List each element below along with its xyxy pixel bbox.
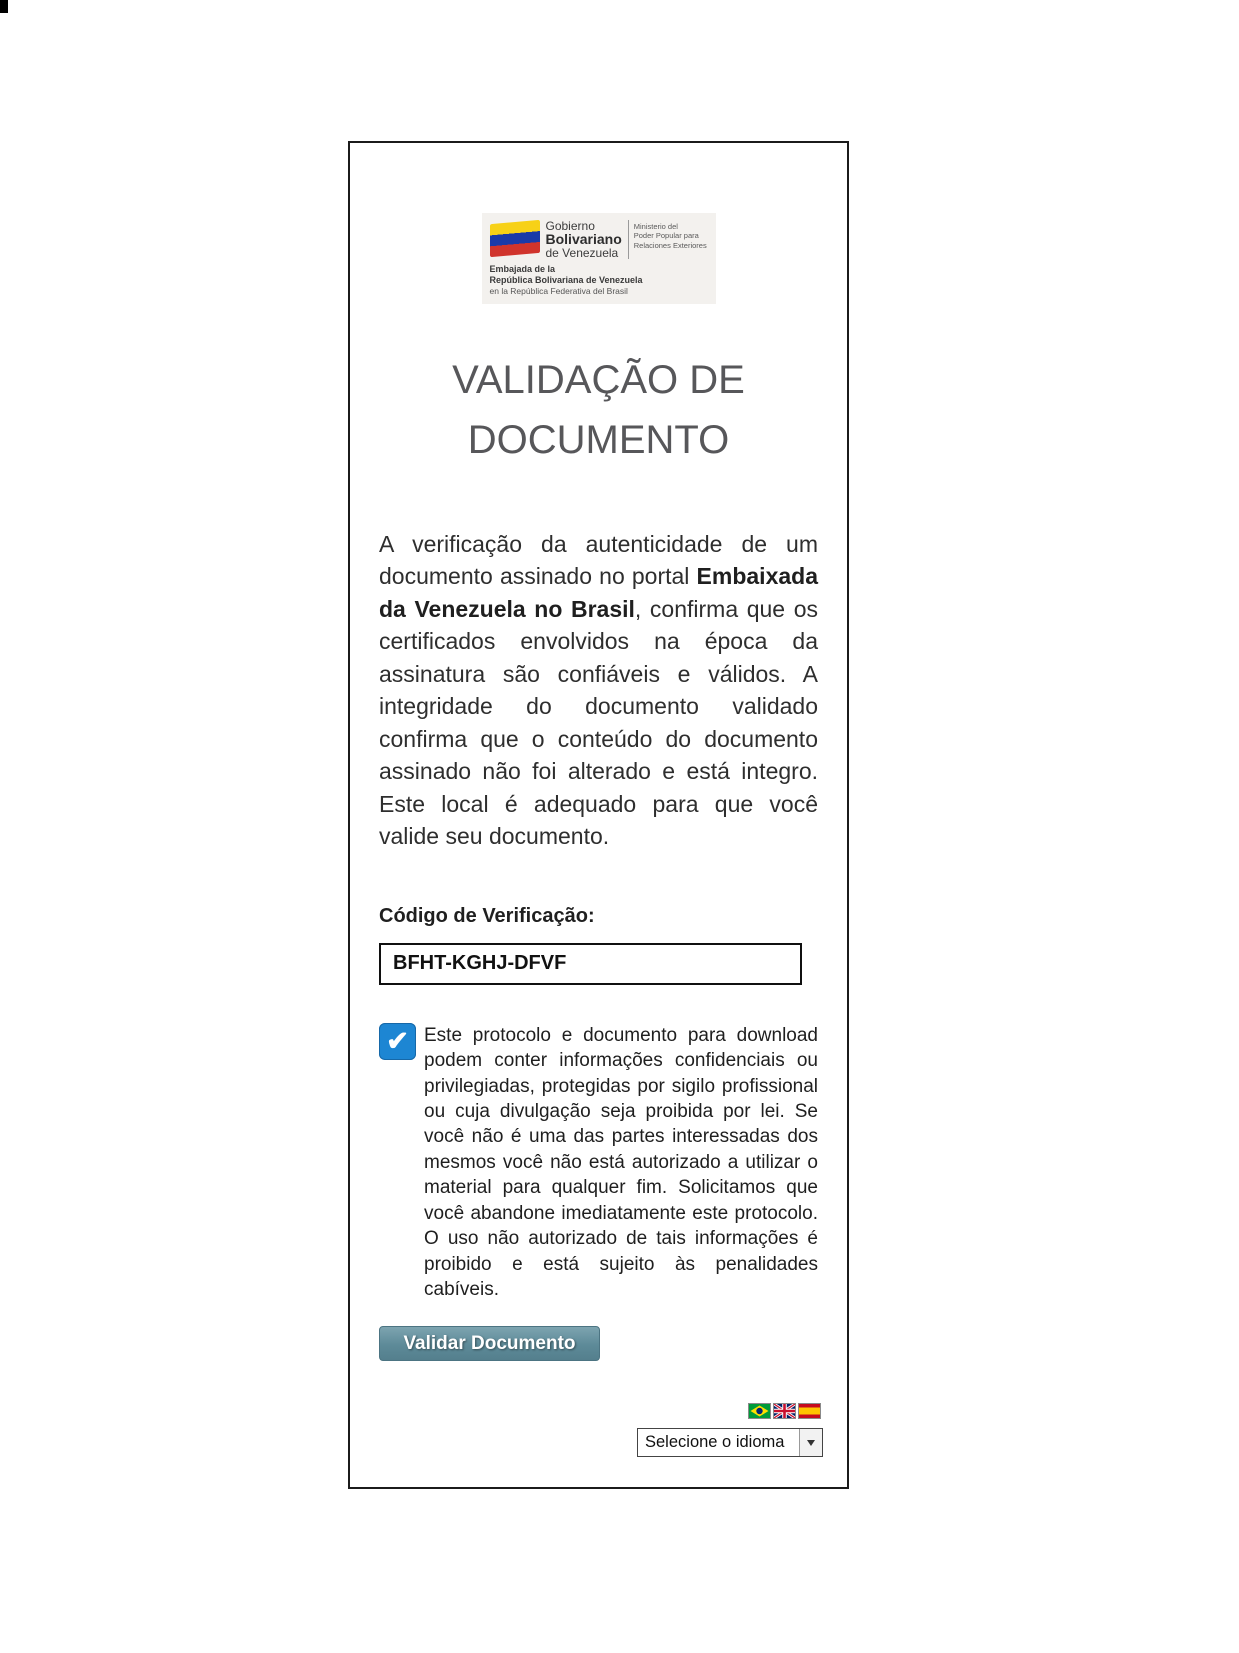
ministry-line-2: Poder Popular para [633, 231, 699, 241]
gov-line-3: de Venezuela [545, 245, 619, 260]
ministry-text [634, 220, 707, 250]
venezuela-flag-icon [490, 220, 540, 257]
corner-artifact [0, 0, 8, 13]
language-select-value: Selecione o idioma [645, 1433, 785, 1451]
uk-flag-icon[interactable] [773, 1403, 796, 1419]
embassy-text [490, 264, 708, 297]
gov-line-2: Bolivariano [545, 231, 622, 248]
consent-row [379, 1023, 818, 1302]
page-title [379, 350, 818, 470]
logo-top-row [490, 220, 708, 259]
chevron-down-icon [799, 1429, 822, 1456]
intro-portal-name: Embaixada da Venezuela no Brasil [379, 563, 818, 622]
validate-document-button[interactable]: Validar Documento [379, 1326, 600, 1361]
gov-line-1: Gobierno [545, 219, 595, 233]
page-title-line-1: VALIDAÇÃO DE [452, 357, 745, 402]
language-flags [637, 1403, 823, 1419]
embassy-line-3: en la República Federativa del Brasil [489, 286, 628, 297]
disclaimer-text: Este protocolo e documento para download podem conter informações confidenciais ou privilegiadas, protegidas por sigilo profissional ou cuja divulgação seja proibida por lei. Se você não é uma das partes interessadas dos mesmos você não está autorizado a utilizar o material para qualquer fim. Solicitamos que você abandone imediatamente este protocolo. O uso não autorizado de tais informações é proibido e está sujeito às penalidades cabíveis. [424, 1024, 818, 1300]
spain-flag-icon[interactable] [798, 1403, 821, 1419]
ministry-line-3: Relaciones Exteriores [633, 240, 707, 250]
language-select[interactable] [637, 1428, 823, 1457]
government-wordmark [546, 220, 629, 259]
intro-post: , confirma que os certificados envolvidos na época da assinatura são confiáveis e válidos. A integridade do documento validado confirma que o conteúdo do documento assinado não foi alterado e está integro. Este local é adequado para que você valide seu documento. [379, 595, 818, 850]
ministry-line-1: Ministerio del [633, 222, 678, 231]
embassy-logo [482, 213, 716, 304]
brazil-flag-icon[interactable] [748, 1403, 771, 1419]
validation-card [348, 141, 849, 1489]
embassy-line-2: República Bolivariana de Venezuela [489, 274, 643, 285]
intro-pre: A verificação da autenticidade de um documento assinado no portal [379, 530, 818, 590]
embassy-line-1: Embajada de la [489, 263, 556, 274]
verification-code-input[interactable] [379, 943, 802, 985]
checkmark-icon: ✔ [386, 1025, 409, 1056]
consent-checkbox[interactable] [379, 1023, 416, 1060]
intro-paragraph [379, 528, 818, 853]
page-title-line-2: DOCUMENTO [467, 417, 730, 462]
verification-code-label: Código de Verificação: [379, 904, 595, 927]
language-zone [637, 1403, 823, 1457]
